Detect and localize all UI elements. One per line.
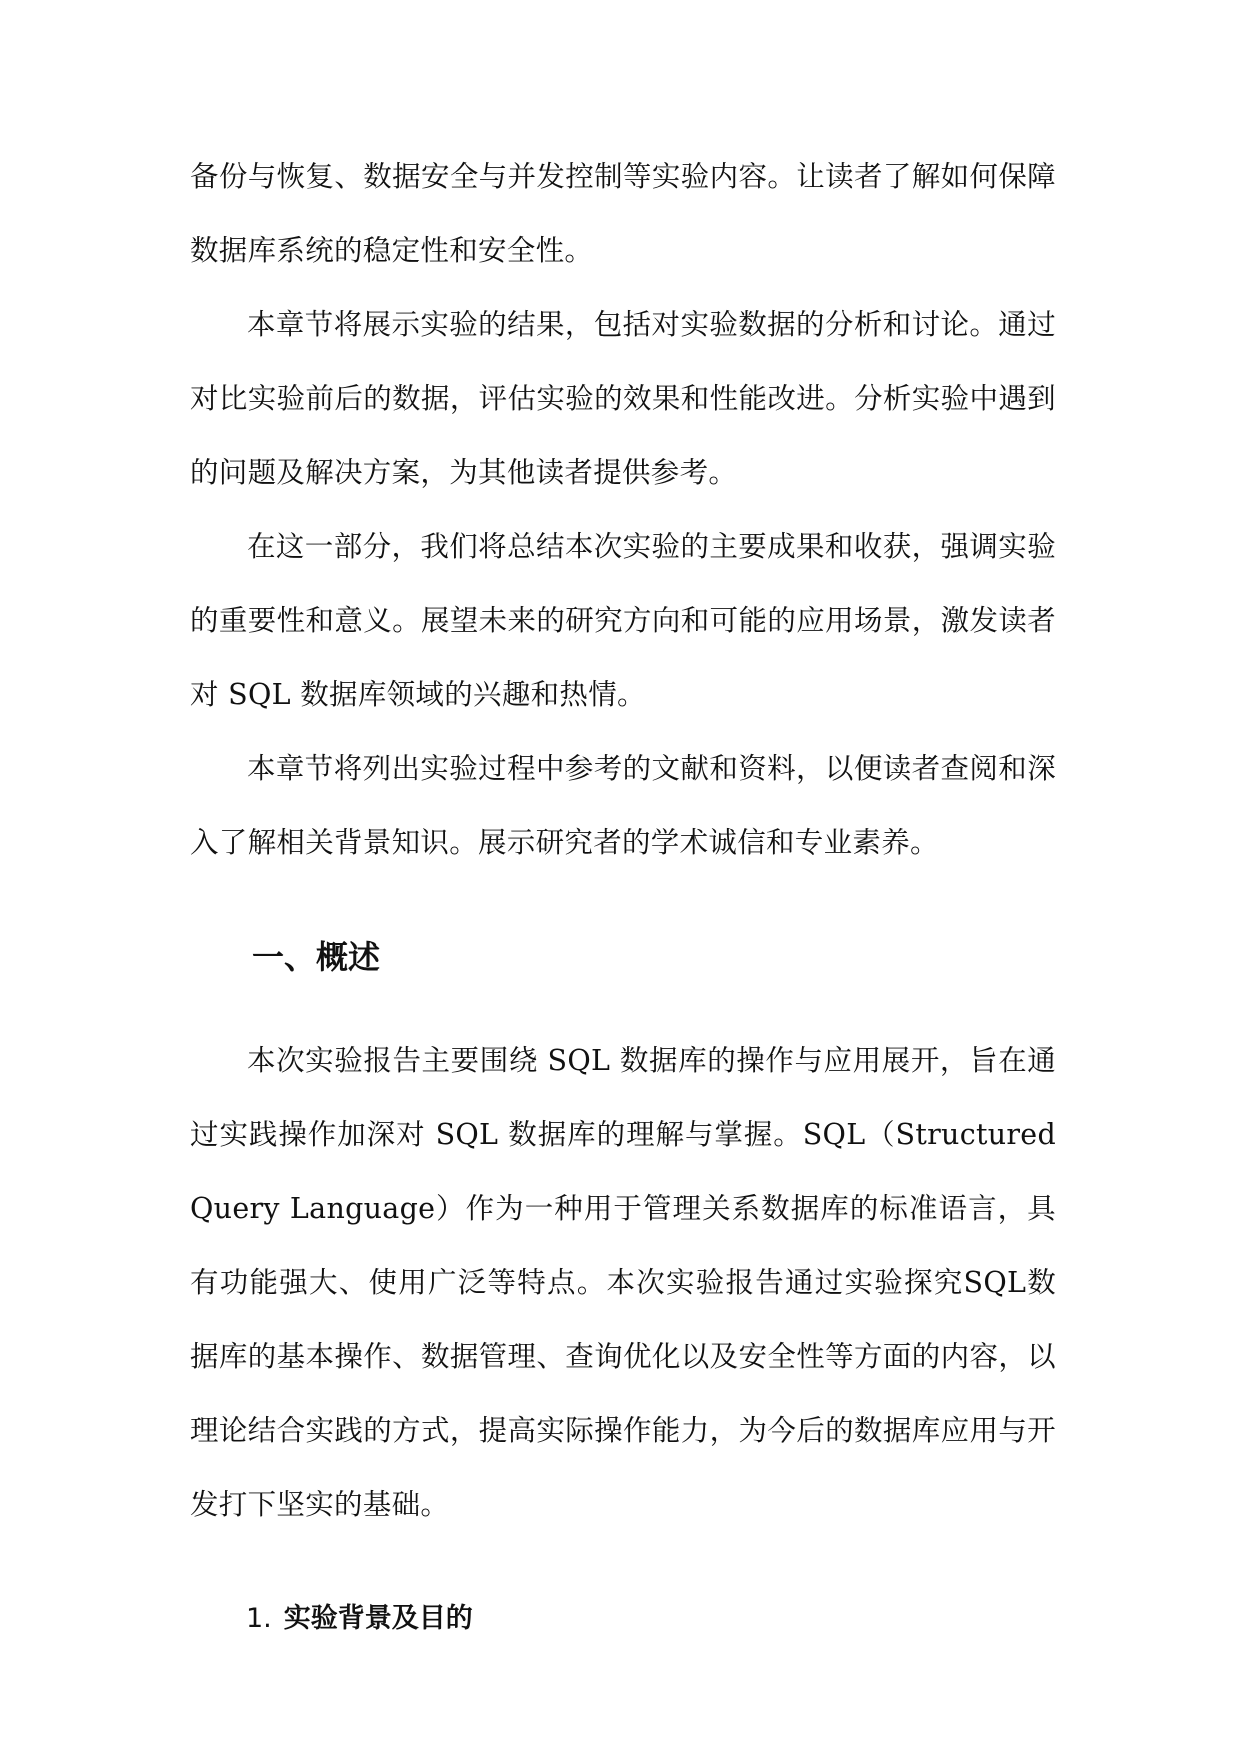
subsection-number: 1.	[246, 1603, 272, 1634]
paragraph-summary: 在这一部分，我们将总结本次实验的主要成果和收获，强调实验的重要性和意义。展望未来的研究方向和可能的应用场景，激发读者对 SQL 数据库领域的兴趣和热情。	[190, 530, 1056, 711]
paragraph-references: 本章节将列出实验过程中参考的文献和资料，以便读者查阅和深入了解相关背景知识。展示研究者的学术诚信和专业素养。	[190, 752, 1056, 859]
paragraph-results: 本章节将展示实验的结果，包括对实验数据的分析和讨论。通过对比实验前后的数据，评估实验的效果和性能改进。分析实验中遇到的问题及解决方案，为其他读者提供参考。	[190, 308, 1056, 489]
paragraph-overview: 本次实验报告主要围绕 SQL 数据库的操作与应用展开，旨在通过实践操作加深对 SQL 数据库的理解与掌握。SQL（Structured Query Language）作为一种用于管理关系数据库的标准语言，具有功能强大、使用广泛等特点。本次实验报告通过实验探究SQL数据库的基本操作、数据管理、查询优化以及安全性等方面的内容，以理论结合实践的方式，提高实际操作能力，为今后的数据库应用与开发打下坚实的基础。	[190, 1044, 1056, 1521]
subsection-title: 实验背景及目的	[283, 1603, 473, 1634]
subsection-heading	[190, 1582, 1056, 1656]
section-heading-overview: 一、概述	[252, 938, 381, 976]
page-content	[190, 140, 1056, 1656]
paragraph-backup-security: 备份与恢复、数据安全与并发控制等实验内容。让读者了解如何保障数据库系统的稳定性和安全性。	[190, 160, 1056, 267]
